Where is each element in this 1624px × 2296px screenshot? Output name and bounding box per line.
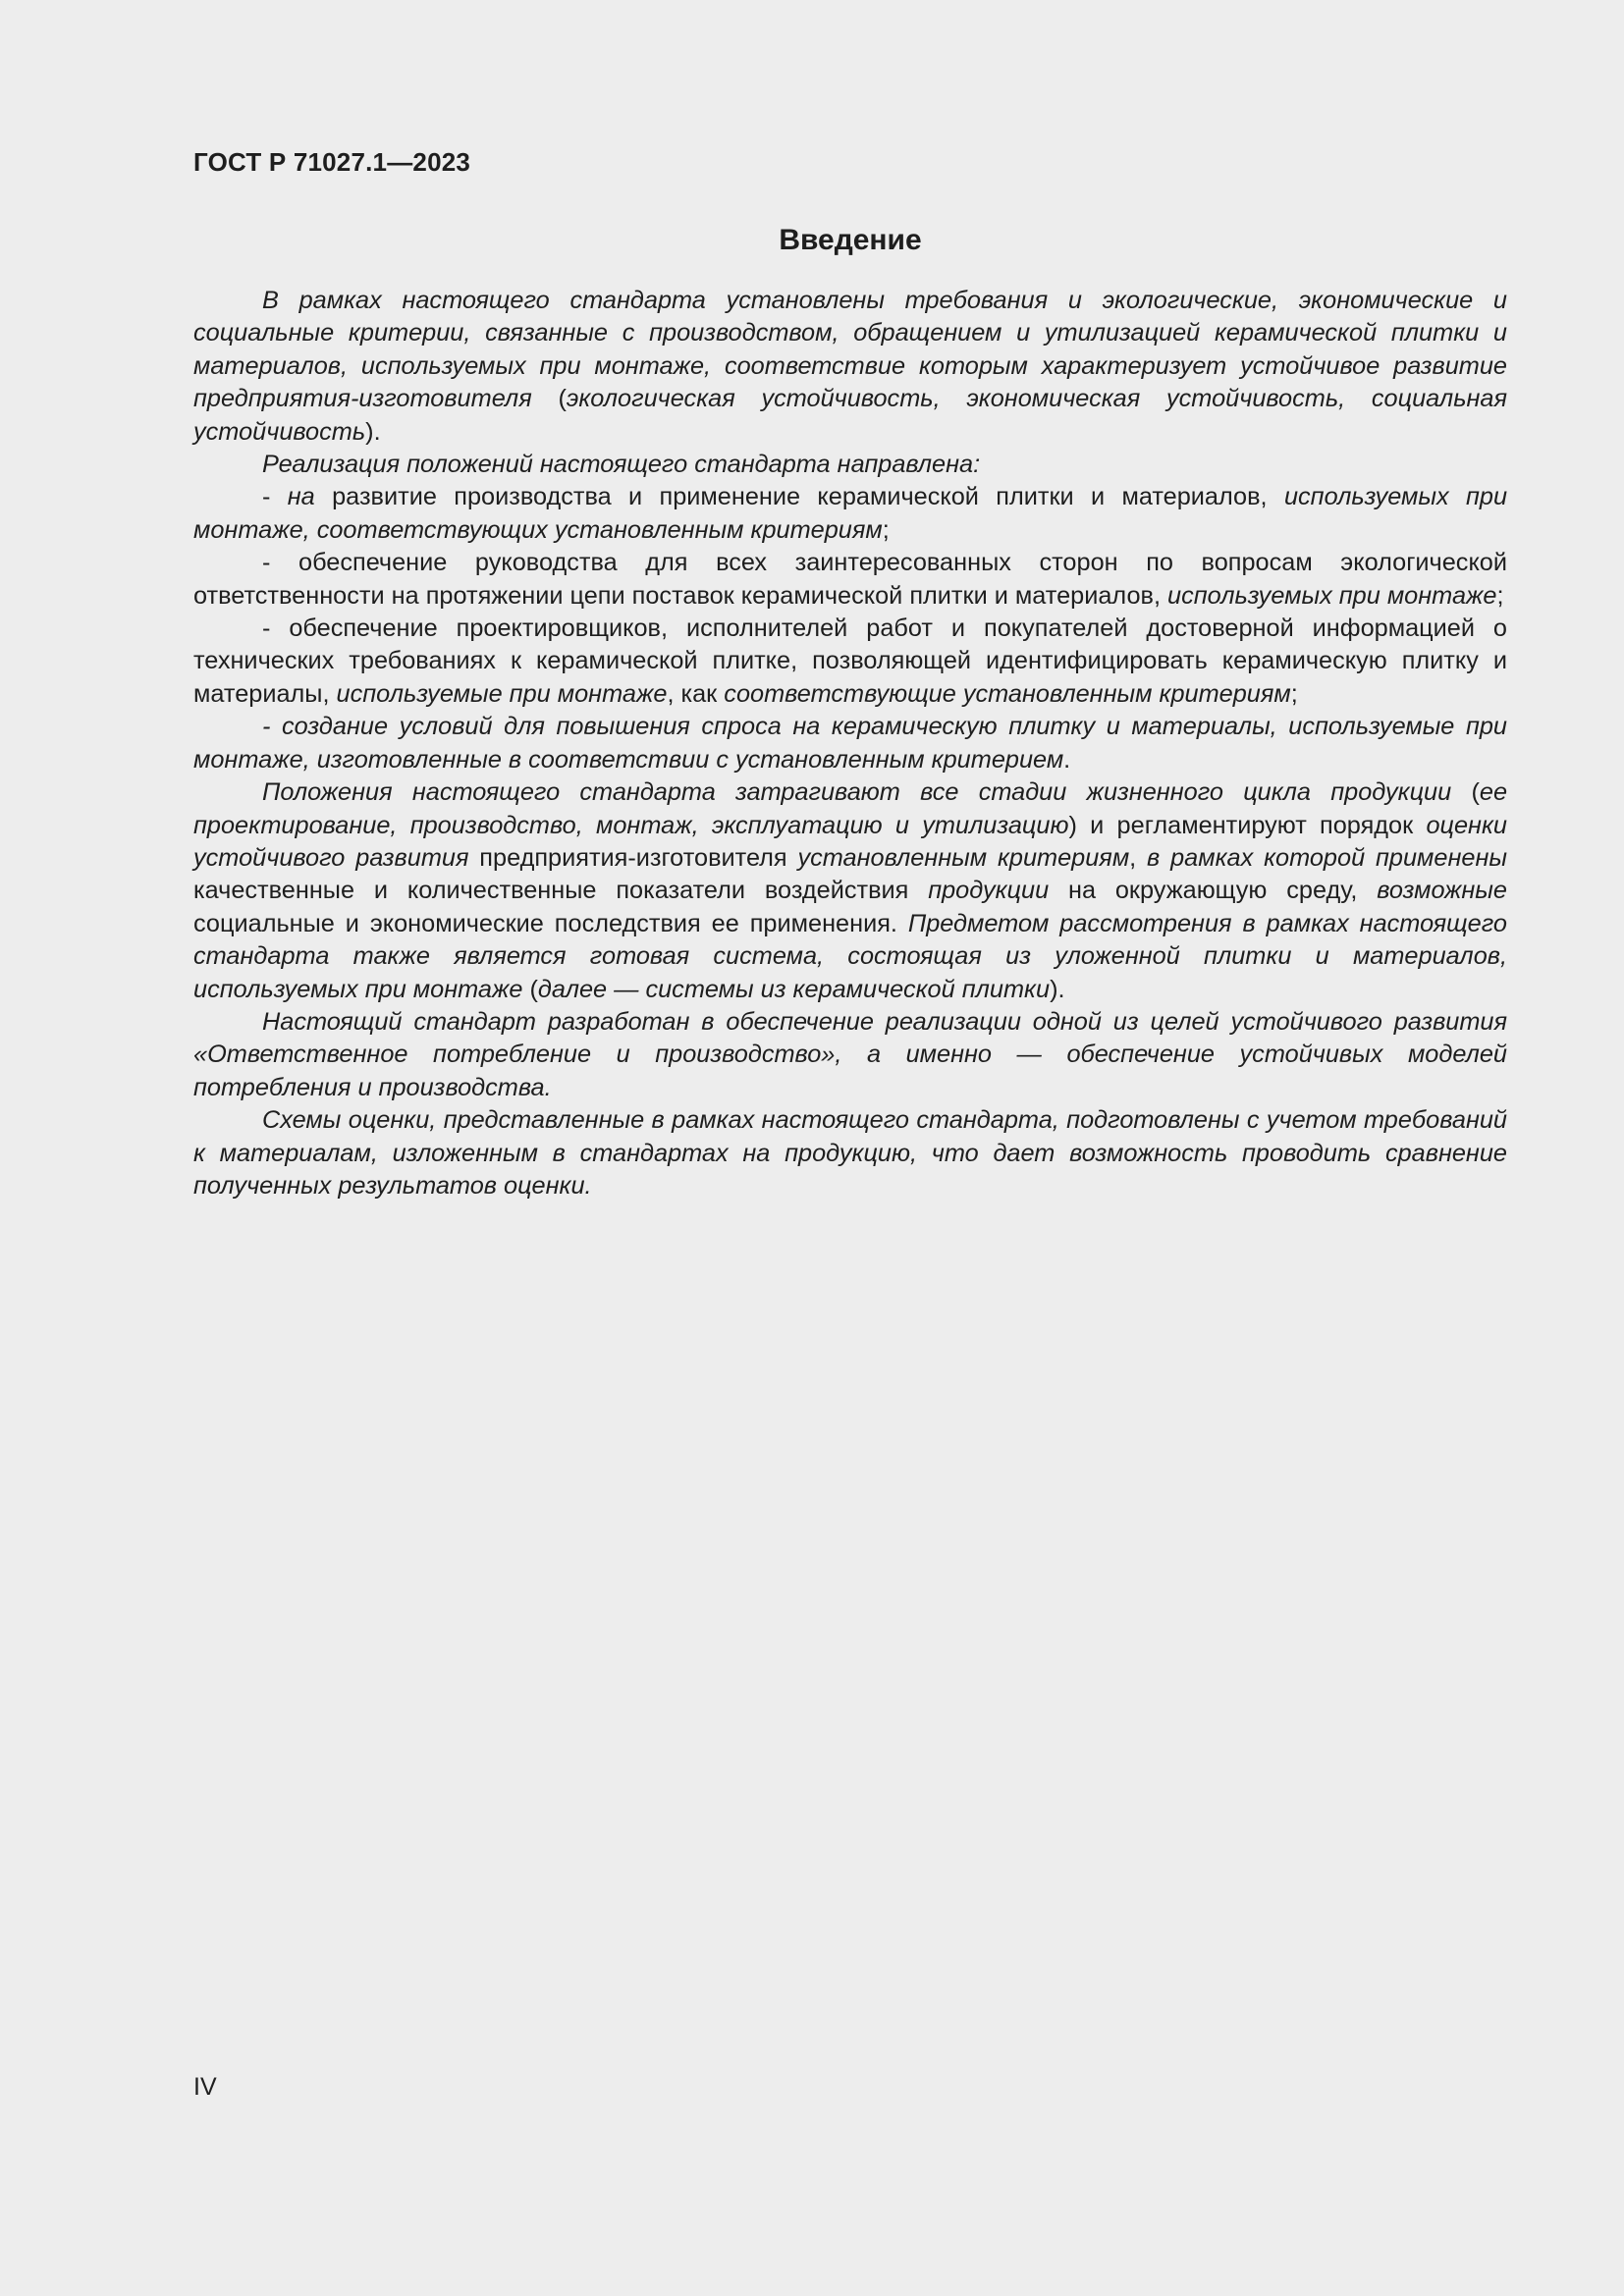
section-title: Введение <box>779 224 922 256</box>
italic-text-run: Положения настоящего стандарта затрагивают все стадии жизненного цикла продукции <box>262 778 1452 807</box>
paragraph <box>193 449 1507 481</box>
paragraph <box>193 547 1507 613</box>
paragraph <box>193 481 1507 547</box>
italic-text-run: ее проектирование, производство, монтаж, эксплуатацию и утилизацию <box>193 778 1508 839</box>
italic-text-run: установленным критериям <box>797 843 1130 872</box>
italic-text-run: далее — системы из керамической плитки <box>537 975 1051 1003</box>
paragraph <box>193 285 1507 449</box>
italic-text-run: используемых при монтаже <box>1167 581 1497 610</box>
text-run: социальные и экономические последствия ее применения. <box>193 909 908 937</box>
paragraph <box>193 1104 1507 1202</box>
text-run: ; <box>882 515 890 544</box>
text-run: . <box>1063 745 1071 774</box>
text-run: ( <box>522 975 538 1003</box>
text-run: - обеспечение проектировщиков, исполнителей работ и покупателей достоверной информацией о технических требованиях к керамической плитке, позволяющей идентифицировать керамическую плитку и материалы, <box>193 614 1507 708</box>
italic-text-run: возможные <box>1377 877 1507 905</box>
italic-text-run: - создание условий для повышения спроса на керамическую плитку и материалы, используемые при монтаже, изготовленные в соответствии с установленным критерием <box>193 713 1507 774</box>
text-run: ( <box>531 385 567 413</box>
text-run: ; <box>1496 581 1504 610</box>
text-run: ) и регламентируют порядок <box>1068 811 1427 839</box>
paragraph <box>193 776 1507 1006</box>
body-text <box>193 285 1507 1202</box>
text-run: , <box>1129 843 1148 872</box>
italic-text-run: Схемы оценки, представленные в рамках настоящего стандарта, подготовлены с учетом требований к материалам, изложенным в стандартах на продукцию, что дает возможность проводить сравнение полученных результатов оценки. <box>193 1106 1507 1200</box>
page-number: IV <box>193 2073 217 2101</box>
text-run: ; <box>1290 679 1298 708</box>
text-run: - <box>262 483 288 511</box>
text-run: на окружающую среду, <box>1049 877 1378 905</box>
text-run: ). <box>1050 975 1065 1003</box>
text-run: , как <box>667 679 725 708</box>
italic-text-run: используемых при монтаже, соответствующих установленным критериям <box>193 483 1508 544</box>
paragraph <box>193 613 1507 711</box>
text-run: качественные и количественные показатели воздействия <box>193 877 929 905</box>
italic-text-run: Реализация положений настоящего стандарта направлена: <box>262 451 981 479</box>
italic-text-run: соответствующие установленным критериям <box>724 679 1291 708</box>
italic-text-run: оценки устойчивого развития <box>193 811 1507 872</box>
italic-text-run: экологическая устойчивость, экономическая устойчивость, социальная устойчивость <box>193 385 1508 446</box>
italic-text-run: на <box>287 483 315 511</box>
document-code: ГОСТ Р 71027.1—2023 <box>193 147 471 177</box>
italic-text-run: в рамках которой применены <box>1147 843 1507 872</box>
italic-text-run: Предметом рассмотрения в рамках настоящего стандарта также является готовая система, состоящая из уложенной плитки и материалов, используемых при монтаже <box>193 909 1507 1003</box>
italic-text-run: используемые при монтаже <box>336 679 668 708</box>
italic-text-run: продукции <box>928 877 1050 905</box>
text-run: предприятия-изготовителя <box>468 843 798 872</box>
paragraph <box>193 1006 1507 1104</box>
text-run: ( <box>1451 778 1480 807</box>
paragraph <box>193 711 1507 776</box>
text-run: развитие производства и применение керамической плитки и материалов, <box>314 483 1284 511</box>
text-run: ). <box>365 417 381 446</box>
text-run: - обеспечение руководства для всех заинтересованных сторон по вопросам экологической ответственности на протяжении цепи поставок керамической плитки и материалов, <box>193 549 1507 610</box>
italic-text-run: В рамках настоящего стандарта установлены требования и экологические, экономические и социальные критерии, связанные с производством, обращением и утилизацией керамической плитки и материалов, используемых при монтаже, соответствие которым характеризует устойчивое развитие предприятия-изготовителя <box>193 287 1507 413</box>
italic-text-run: Настоящий стандарт разработан в обеспечение реализации одной из целей устойчивого развития «Ответственное потребление и производство», а именно — обеспечение устойчивых моделей потребления и производства. <box>193 1007 1507 1101</box>
